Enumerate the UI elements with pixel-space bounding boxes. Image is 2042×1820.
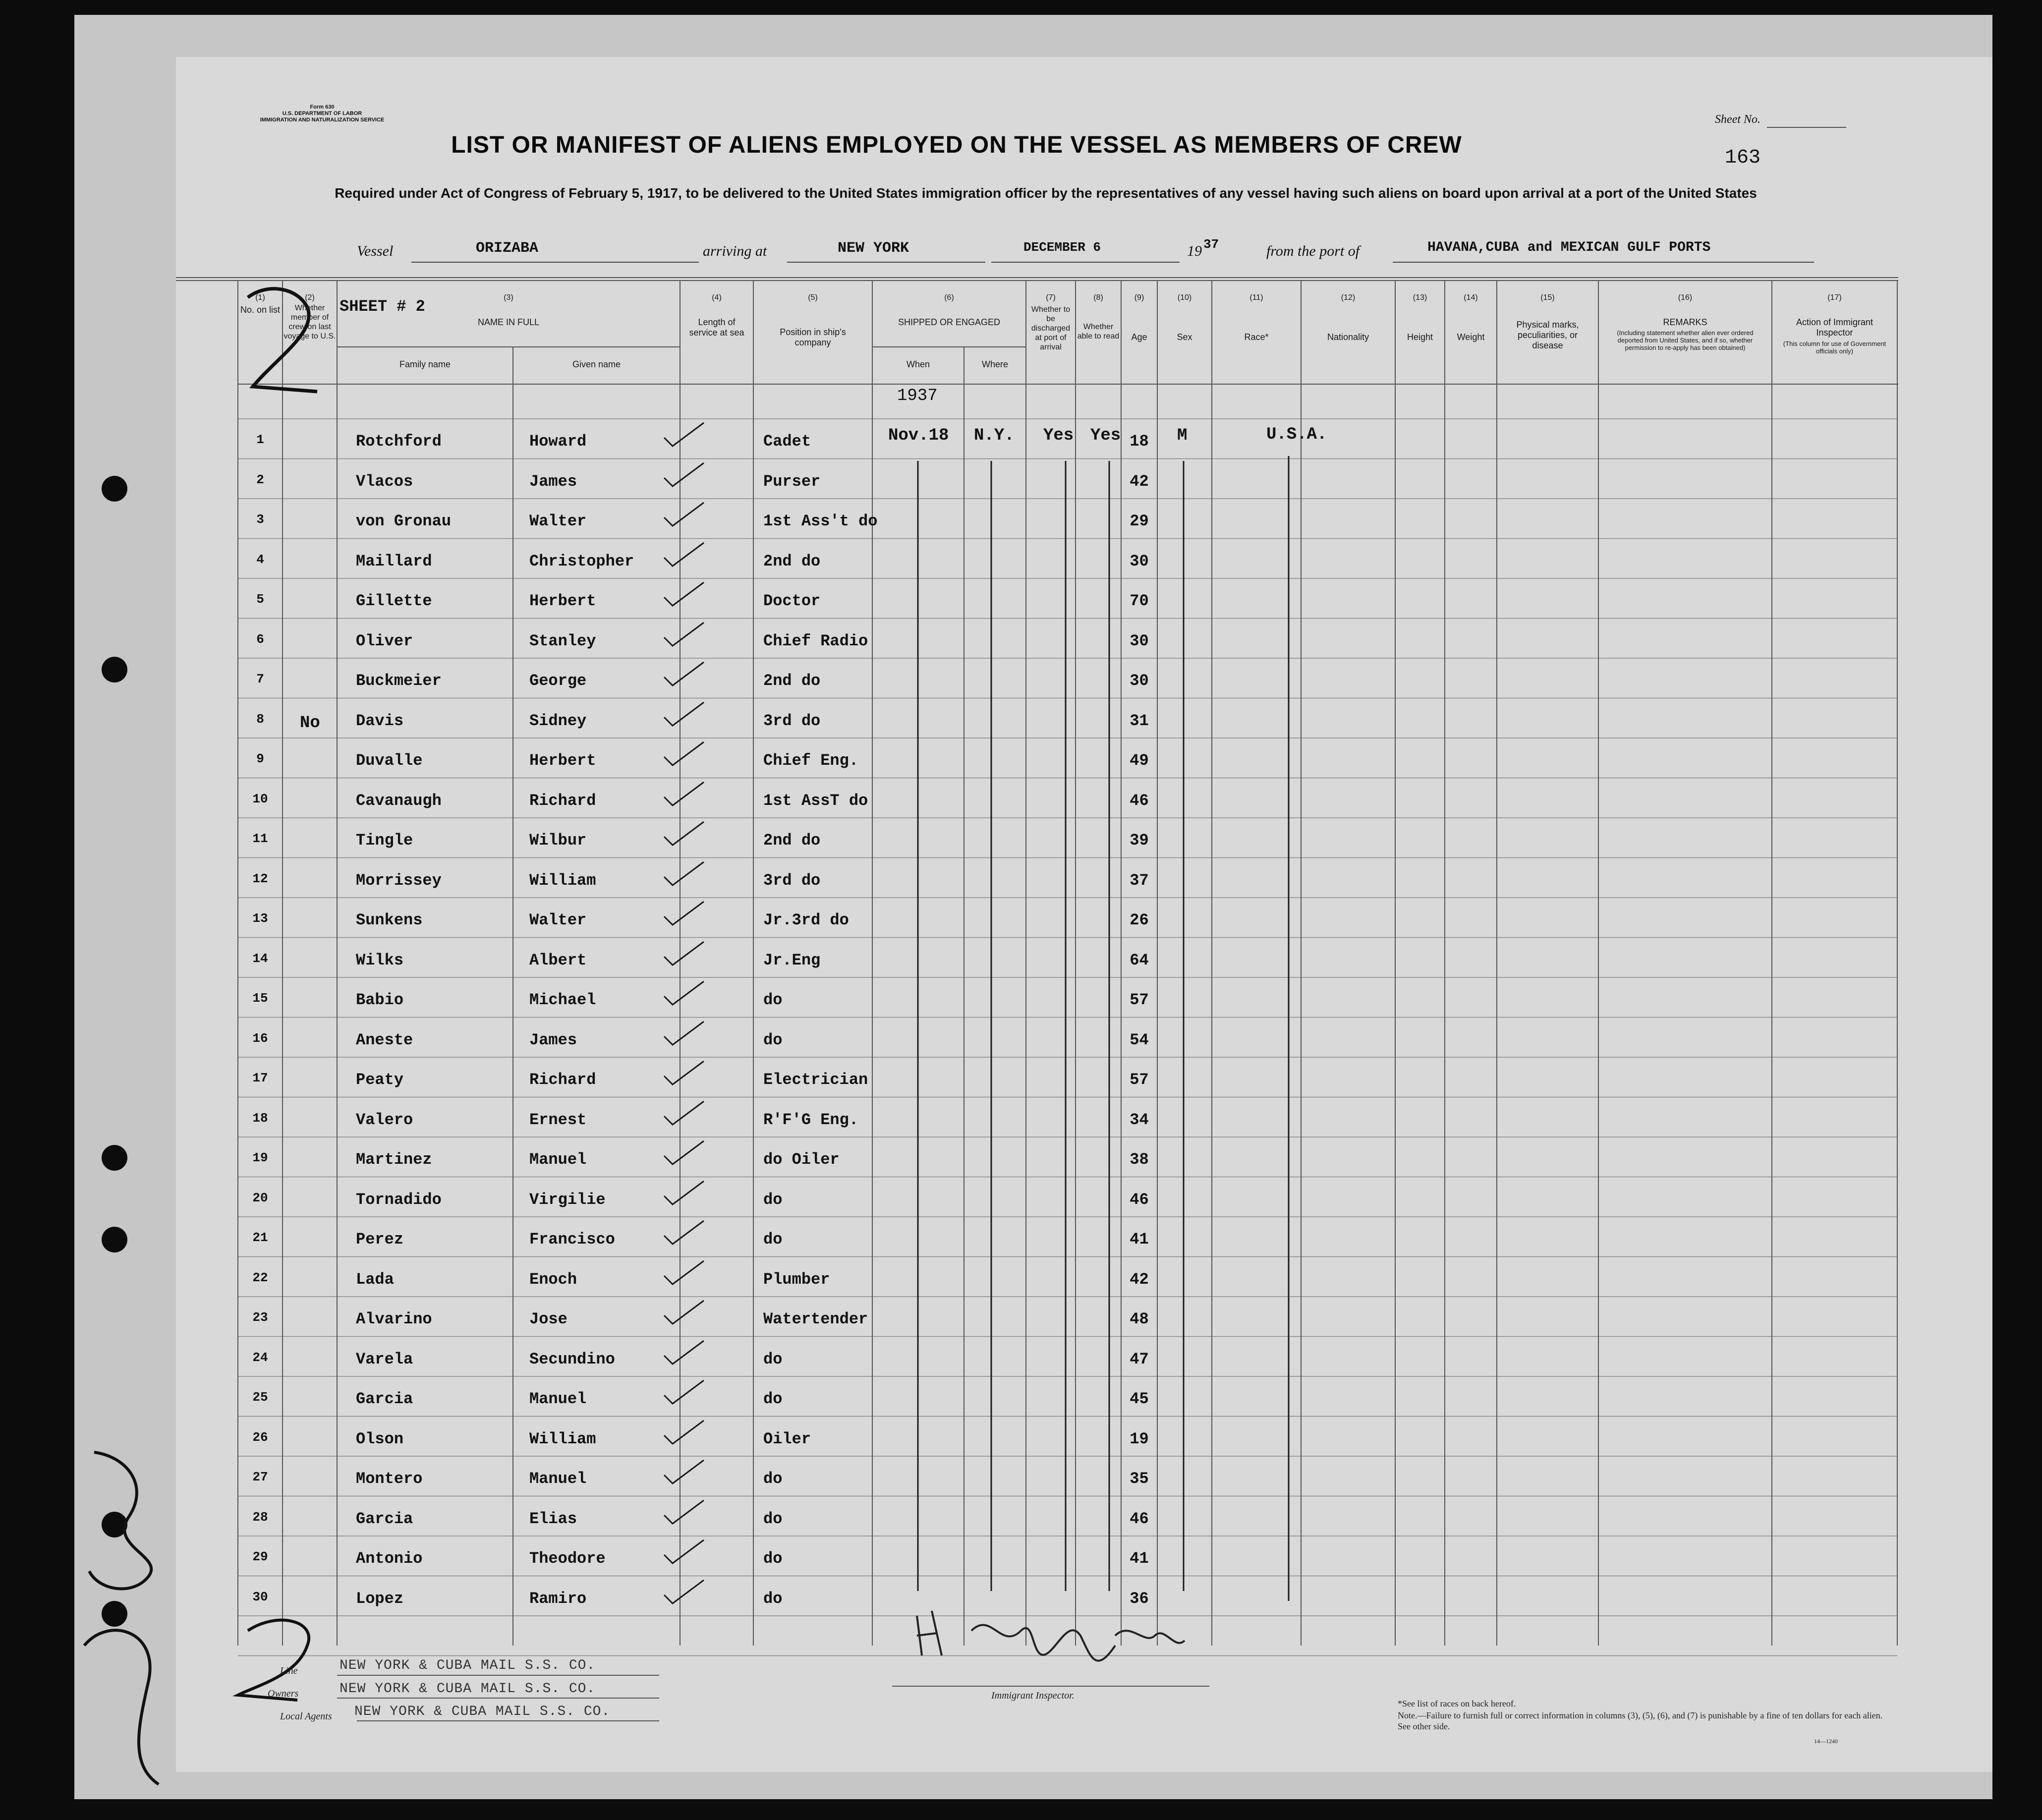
service-checkmark	[662, 700, 706, 730]
position: do	[763, 1350, 783, 1368]
vessel-name: ORIZABA	[476, 240, 539, 257]
age: 47	[1130, 1350, 1149, 1368]
age: 49	[1130, 751, 1149, 770]
position: do	[763, 1470, 783, 1488]
position: 1st Ass't do	[763, 512, 878, 530]
family-name: Sunkens	[356, 911, 423, 929]
col-14-header: Weight	[1457, 332, 1485, 342]
col-8-number: (8)	[1093, 293, 1103, 302]
family-name: Babio	[356, 991, 404, 1009]
col-17-number: (17)	[1827, 293, 1842, 302]
service-checkmark	[662, 939, 706, 969]
family-name: Gillette	[356, 592, 432, 610]
given-name: Michael	[529, 991, 596, 1009]
position: Jr.3rd do	[763, 911, 849, 929]
service-checkmark	[662, 1378, 706, 1408]
position: Purser	[763, 472, 821, 491]
owners-value: NEW YORK & CUBA MAIL S.S. CO.	[340, 1681, 596, 1697]
service-checkmark	[662, 580, 706, 610]
col-12-header: Nationality	[1327, 332, 1369, 342]
age: 70	[1130, 592, 1149, 610]
row-number: 26	[252, 1429, 268, 1445]
age: 34	[1130, 1110, 1149, 1129]
given-name: Enoch	[529, 1270, 577, 1289]
service-checkmark	[662, 540, 706, 570]
position: Electrician	[763, 1071, 868, 1089]
given-name: Virgilie	[529, 1190, 606, 1209]
family-name: Vlacos	[356, 472, 413, 491]
family-name: Aneste	[356, 1030, 413, 1049]
arriving-port: NEW YORK	[838, 240, 909, 257]
engaged-year: 1937	[897, 387, 938, 405]
last-voyage-value: No	[300, 714, 320, 733]
age: 42	[1130, 1270, 1149, 1289]
given-name: Walter	[529, 911, 587, 929]
service-checkmark	[662, 739, 706, 769]
family-name: Tornadido	[356, 1190, 442, 1209]
family-name: Alvarino	[356, 1310, 432, 1328]
given-name: Herbert	[529, 751, 596, 770]
service-checkmark	[662, 1258, 706, 1288]
service-checkmark	[662, 1458, 706, 1487]
given-name: William	[529, 871, 596, 890]
family-name: Oliver	[356, 631, 413, 650]
row-number: 30	[252, 1589, 268, 1604]
age: 39	[1130, 831, 1149, 850]
position: do	[763, 1390, 783, 1408]
family-name: Davis	[356, 711, 404, 730]
row-number: 22	[252, 1270, 268, 1285]
given-name: Elias	[529, 1509, 577, 1528]
col-10-header: Sex	[1177, 332, 1192, 342]
col-16-header: REMARKS	[1663, 317, 1707, 327]
age: 45	[1130, 1390, 1149, 1408]
family-name: Duvalle	[356, 751, 423, 770]
year-prefix: 19	[1187, 243, 1202, 259]
position: Watertender	[763, 1310, 868, 1328]
age: 31	[1130, 711, 1149, 730]
age: 29	[1130, 512, 1149, 530]
service-checkmark	[662, 460, 706, 490]
col-2-number: (2)	[305, 293, 315, 302]
family-name: Wilks	[356, 951, 404, 969]
sheet-mark: SHEET # 2	[340, 297, 425, 316]
family-name: Maillard	[356, 552, 432, 570]
handwritten-mark	[89, 1452, 151, 1589]
service-checkmark	[662, 979, 706, 1009]
col-7-number: (7)	[1046, 293, 1056, 302]
row-number: 23	[252, 1310, 268, 1325]
age: 30	[1130, 552, 1149, 570]
family-name: Garcia	[356, 1509, 413, 1528]
age: 30	[1130, 672, 1149, 690]
nationality-value: U.S.A.	[1266, 425, 1327, 444]
family-name: Varela	[356, 1350, 413, 1368]
position: Cadet	[763, 432, 811, 451]
row-number: 14	[252, 951, 268, 966]
family-name: Peaty	[356, 1071, 404, 1089]
col-6-number: (6)	[944, 293, 954, 302]
from-port-label: from the port of	[1266, 243, 1360, 259]
col-15-number: (15)	[1540, 293, 1555, 302]
service-checkmark	[662, 1418, 706, 1448]
position: do	[763, 1509, 783, 1528]
vessel-label: Vessel	[357, 243, 394, 259]
given-name: Theodore	[529, 1549, 606, 1568]
age: 36	[1130, 1589, 1149, 1608]
col-3-header: NAME IN FULL	[477, 317, 540, 327]
sheet-number-label: Sheet No.	[1715, 113, 1760, 126]
service-checkmark	[662, 780, 706, 809]
owners-label: Owners	[268, 1688, 299, 1699]
position: Chief Eng.	[763, 751, 859, 770]
position: do	[763, 1230, 783, 1249]
position: Plumber	[763, 1270, 830, 1289]
given-name: Secundino	[529, 1350, 615, 1368]
given-name: Manuel	[529, 1470, 587, 1488]
family-name: Perez	[356, 1230, 404, 1249]
arriving-label: arriving at	[703, 243, 767, 259]
row-number: 15	[252, 991, 268, 1006]
year-suffix: 37	[1203, 237, 1219, 252]
row-number: 8	[256, 711, 264, 727]
col-3b-header: Given name	[572, 359, 621, 369]
line-value: NEW YORK & CUBA MAIL S.S. CO.	[340, 1658, 596, 1673]
races-note: *See list of races on back hereof.	[1398, 1699, 1516, 1708]
position: do	[763, 1030, 783, 1049]
given-name: William	[529, 1429, 596, 1448]
family-name: Cavanaugh	[356, 791, 442, 810]
page-subtitle: Required under Act of Congress of February 5, 1917, to be delivered to the United States immigration officer by the representatives of any vessel having such aliens on board upon arrival at a port of the United States	[335, 185, 1757, 201]
family-name: Lopez	[356, 1589, 404, 1608]
service-checkmark	[662, 899, 706, 929]
col-12-number: (12)	[1341, 293, 1356, 302]
col-11-number: (11)	[1249, 293, 1263, 302]
service-name: IMMIGRATION AND NATURALIZATION SERVICE	[260, 117, 385, 123]
service-checkmark	[662, 1059, 706, 1088]
family-name: Rotchford	[356, 432, 442, 451]
given-name: Ramiro	[529, 1589, 587, 1608]
age: 64	[1130, 951, 1149, 969]
row-number: 18	[252, 1110, 268, 1126]
row-number: 13	[252, 911, 268, 926]
given-name: James	[529, 1030, 577, 1049]
family-name: Valero	[356, 1110, 413, 1129]
col-5-header: Position in ship's company	[780, 327, 846, 347]
given-name: Jose	[529, 1310, 567, 1328]
col-10-number: (10)	[1177, 293, 1192, 302]
agents-value: NEW YORK & CUBA MAIL S.S. CO.	[354, 1704, 611, 1719]
position: Doctor	[763, 592, 821, 610]
given-name: Albert	[529, 951, 587, 969]
family-name: Martinez	[356, 1150, 432, 1169]
col-8-header: Whether able to read	[1077, 323, 1120, 341]
age: 35	[1130, 1470, 1149, 1488]
col-16-note: (Including statement whether alien ever ordered deported from United States, and if so, whether permission to re-apply has been obtained)	[1617, 329, 1754, 351]
print-code: 14—1240	[1814, 1738, 1838, 1745]
age: 18	[1130, 432, 1149, 451]
service-checkmark	[662, 1019, 706, 1049]
agents-label: Local Agents	[280, 1711, 332, 1722]
age: 30	[1130, 631, 1149, 650]
able-to-read-value: Yes	[1090, 426, 1121, 445]
position: 3rd do	[763, 871, 821, 890]
age: 37	[1130, 871, 1149, 890]
position: Chief Radio	[763, 631, 868, 650]
col-11-header: Race*	[1244, 332, 1269, 342]
col-16-number: (16)	[1678, 293, 1693, 302]
service-checkmark	[662, 1218, 706, 1248]
col-7-header: Whether to be discharged at port of arrival	[1031, 305, 1071, 351]
service-checkmark	[662, 1537, 706, 1567]
col-3-number: (3)	[504, 293, 513, 302]
col-5-number: (5)	[808, 293, 818, 302]
position: Oiler	[763, 1429, 811, 1448]
row-number: 6	[256, 631, 264, 647]
service-checkmark	[662, 1338, 706, 1368]
family-name: Garcia	[356, 1390, 413, 1408]
age: 42	[1130, 472, 1149, 491]
given-name: Wilbur	[529, 831, 587, 850]
position: 2nd do	[763, 552, 821, 570]
handwritten-mark	[84, 1630, 159, 1784]
service-checkmark	[662, 660, 706, 689]
col-6b-header: Where	[981, 359, 1008, 369]
service-checkmark	[662, 420, 706, 450]
row-number: 28	[252, 1509, 268, 1525]
age: 41	[1130, 1230, 1149, 1249]
row-number: 20	[252, 1190, 268, 1205]
col-1-number: (1)	[255, 293, 265, 302]
engaged-when: Nov.18	[888, 426, 949, 445]
col-17-note: (This column for use of Government officials only)	[1783, 340, 1886, 355]
service-checkmark	[662, 1498, 706, 1528]
family-name: Montero	[356, 1470, 423, 1488]
age: 46	[1130, 1509, 1149, 1528]
age: 26	[1130, 911, 1149, 929]
age: 48	[1130, 1310, 1149, 1328]
position: 1st AssT do	[763, 791, 868, 810]
page-title: LIST OR MANIFEST OF ALIENS EMPLOYED ON THE VESSEL AS MEMBERS OF CREW	[451, 132, 1462, 158]
row-number: 25	[252, 1390, 268, 1405]
family-name: von Gronau	[356, 512, 452, 530]
line-label: Line	[280, 1665, 298, 1676]
position: do	[763, 1589, 783, 1608]
row-number: 10	[252, 791, 268, 806]
from-port: HAVANA,CUBA and MEXICAN GULF PORTS	[1427, 240, 1711, 255]
position: 2nd do	[763, 672, 821, 690]
col-9-number: (9)	[1134, 293, 1144, 302]
row-number: 17	[252, 1071, 268, 1085]
service-checkmark	[662, 1138, 706, 1168]
penalty-note: Note.—Failure to furnish full or correct information in columns (3), (5), (6), and (7) is punishable by a fine of ten dollars for each alien. See other side.	[1398, 1710, 1883, 1731]
row-number: 4	[256, 552, 264, 567]
col-13-header: Height	[1407, 332, 1433, 342]
sheet-number: 163	[1725, 147, 1761, 169]
given-name: Sidney	[529, 711, 587, 730]
given-name: Howard	[529, 432, 587, 451]
col-6-header: SHIPPED OR ENGAGED	[898, 317, 1001, 327]
row-number: 2	[256, 472, 264, 487]
inspector-signature	[917, 1611, 1185, 1661]
position: Jr.Eng	[763, 951, 821, 969]
row-number: 27	[252, 1470, 268, 1484]
position: 3rd do	[763, 711, 821, 730]
family-name: Olson	[356, 1429, 404, 1448]
sex-value: M	[1177, 426, 1188, 445]
age: 54	[1130, 1030, 1149, 1049]
given-name: Francisco	[529, 1230, 615, 1249]
age: 41	[1130, 1549, 1149, 1568]
service-checkmark	[662, 1578, 706, 1607]
position: do	[763, 1549, 783, 1568]
position: 2nd do	[763, 831, 821, 850]
service-checkmark	[662, 620, 706, 650]
given-name: Christopher	[529, 552, 634, 570]
row-number: 5	[256, 592, 264, 607]
row-number: 12	[252, 871, 268, 886]
service-checkmark	[662, 859, 706, 889]
given-name: James	[529, 472, 577, 491]
position: do Oiler	[763, 1150, 840, 1169]
inspector-label: Immigrant Inspector.	[991, 1690, 1075, 1701]
given-name: Manuel	[529, 1390, 587, 1408]
given-name: Richard	[529, 791, 596, 810]
given-name: Walter	[529, 512, 587, 530]
age: 19	[1130, 1429, 1149, 1448]
row-number: 21	[252, 1230, 268, 1245]
col-3a-header: Family name	[399, 359, 451, 369]
col-15-header: Physical marks, peculiarities, or disease	[1516, 320, 1579, 350]
row-number: 1	[256, 432, 264, 447]
given-name: George	[529, 672, 587, 690]
family-name: Lada	[356, 1270, 394, 1289]
col-1-header: No. on list	[240, 305, 281, 315]
given-name: Stanley	[529, 631, 596, 650]
position: do	[763, 1190, 783, 1209]
row-number: 11	[252, 831, 268, 846]
service-checkmark	[662, 1099, 706, 1129]
service-checkmark	[662, 1179, 706, 1208]
col-13-number: (13)	[1413, 293, 1427, 302]
position: do	[763, 991, 783, 1009]
col-4-number: (4)	[712, 293, 722, 302]
service-checkmark	[662, 819, 706, 849]
family-name: Antonio	[356, 1549, 423, 1568]
row-number: 7	[256, 672, 264, 686]
row-number: 24	[252, 1350, 268, 1365]
arrival-date: DECEMBER 6	[1023, 240, 1101, 255]
age: 46	[1130, 791, 1149, 810]
department-name: U.S. DEPARTMENT OF LABOR	[282, 111, 362, 116]
family-name: Morrissey	[356, 871, 442, 890]
given-name: Manuel	[529, 1150, 587, 1169]
age: 57	[1130, 1071, 1149, 1089]
col-14-number: (14)	[1464, 293, 1478, 302]
col-2-header: Whether member of crew on last voyage to U.S.	[284, 304, 336, 341]
engaged-where: N.Y.	[974, 426, 1015, 445]
discharged-value: Yes	[1043, 426, 1074, 445]
family-name: Tingle	[356, 831, 413, 850]
service-checkmark	[662, 500, 706, 530]
position: R'F'G Eng.	[763, 1110, 859, 1129]
service-checkmark	[662, 1298, 706, 1328]
age: 57	[1130, 991, 1149, 1009]
col-17-header: Action of Immigrant Inspector	[1796, 317, 1873, 338]
row-number: 16	[252, 1030, 268, 1046]
form-number: Form 630	[310, 104, 335, 110]
col-6a-header: When	[906, 359, 930, 369]
row-number: 9	[256, 751, 264, 766]
given-name: Ernest	[529, 1110, 587, 1129]
age: 46	[1130, 1190, 1149, 1209]
age: 38	[1130, 1150, 1149, 1169]
col-9-header: Age	[1131, 332, 1147, 342]
row-number: 3	[256, 512, 264, 527]
given-name: Herbert	[529, 592, 596, 610]
col-4-header: Length of service at sea	[689, 317, 744, 338]
row-number: 19	[252, 1150, 268, 1165]
given-name: Richard	[529, 1071, 596, 1089]
row-number: 29	[252, 1549, 268, 1564]
family-name: Buckmeier	[356, 672, 442, 690]
